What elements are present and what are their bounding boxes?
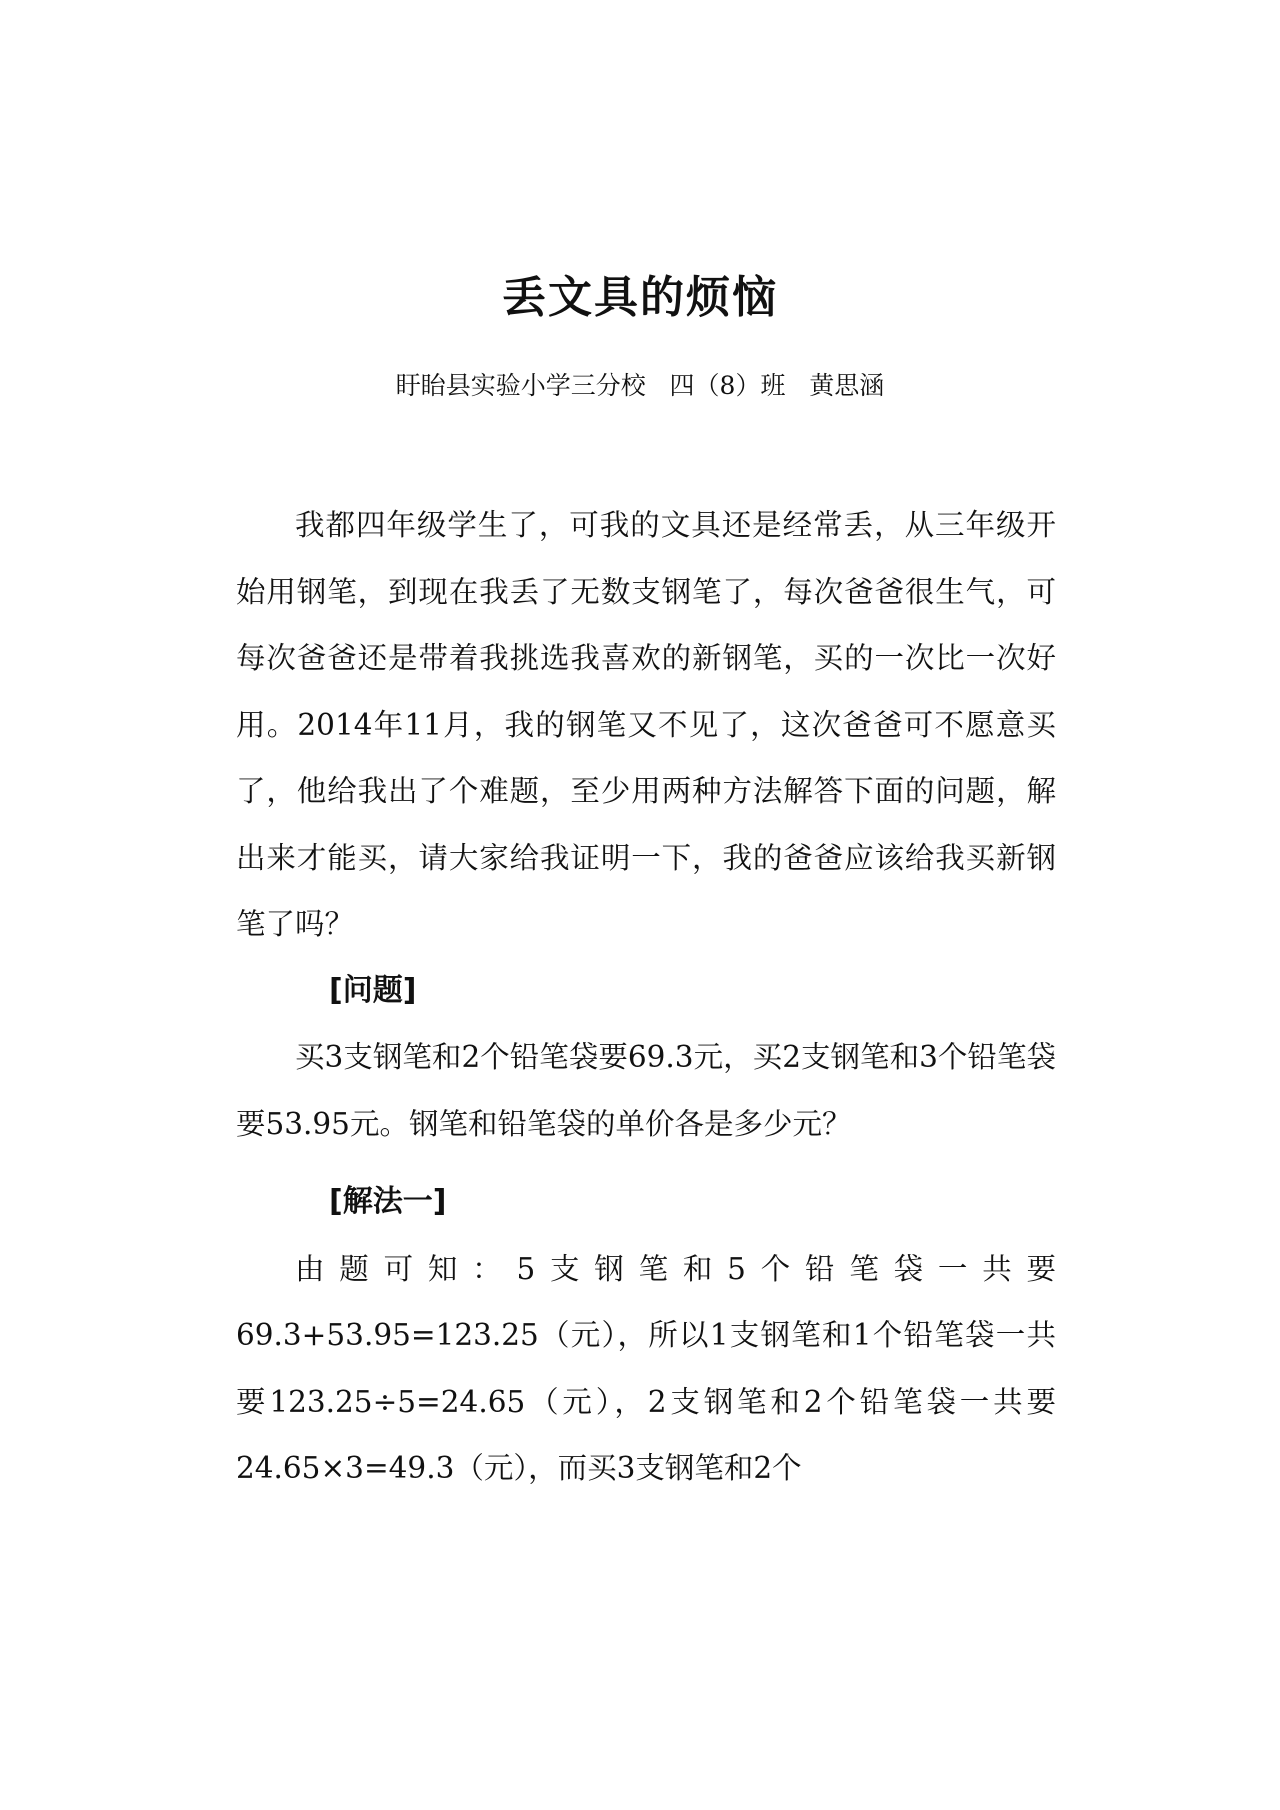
problem-heading: [问题] [329, 972, 417, 1008]
document-title: 丢文具的烦恼 [502, 272, 778, 323]
solution1-paragraph: 由题可知：5支钢笔和5个铅笔袋一共要69.3+53.95=123.25（元），所以1支钢笔和1个铅笔袋一共要123.25÷5=24.65（元），2支钢笔和2个铅笔袋一共要24.65×3=49.3（元），而买3支钢笔和2个 [236, 1251, 1056, 1485]
problem-paragraph: 买3支钢笔和2个铅笔袋要69.3元，买2支钢笔和3个铅笔袋要53.95元。钢笔和铅笔袋的单价各是多少元？ [236, 1040, 1056, 1141]
intro-paragraph: 我都四年级学生了，可我的文具还是经常丢，从三年级开始用钢笔，到现在我丢了无数支钢笔了，每次爸爸很生气，可每次爸爸还是带着我挑选我喜欢的新钢笔，买的一次比一次好用。2014年11月，我的钢笔又不见了，这次爸爸可不愿意买了，他给我出了个难题，至少用两种方法解答下面的问题，解出来才能买，请大家给我证明一下，我的爸爸应该给我买新钢笔了吗？ [236, 508, 1056, 941]
solution1-heading: [解法一] [329, 1184, 447, 1219]
document-body [236, 492, 1056, 1502]
section-gap [236, 1157, 1056, 1169]
document-byline: 盱眙县实验小学三分校 四（8）班 黄思涵 [395, 371, 885, 400]
